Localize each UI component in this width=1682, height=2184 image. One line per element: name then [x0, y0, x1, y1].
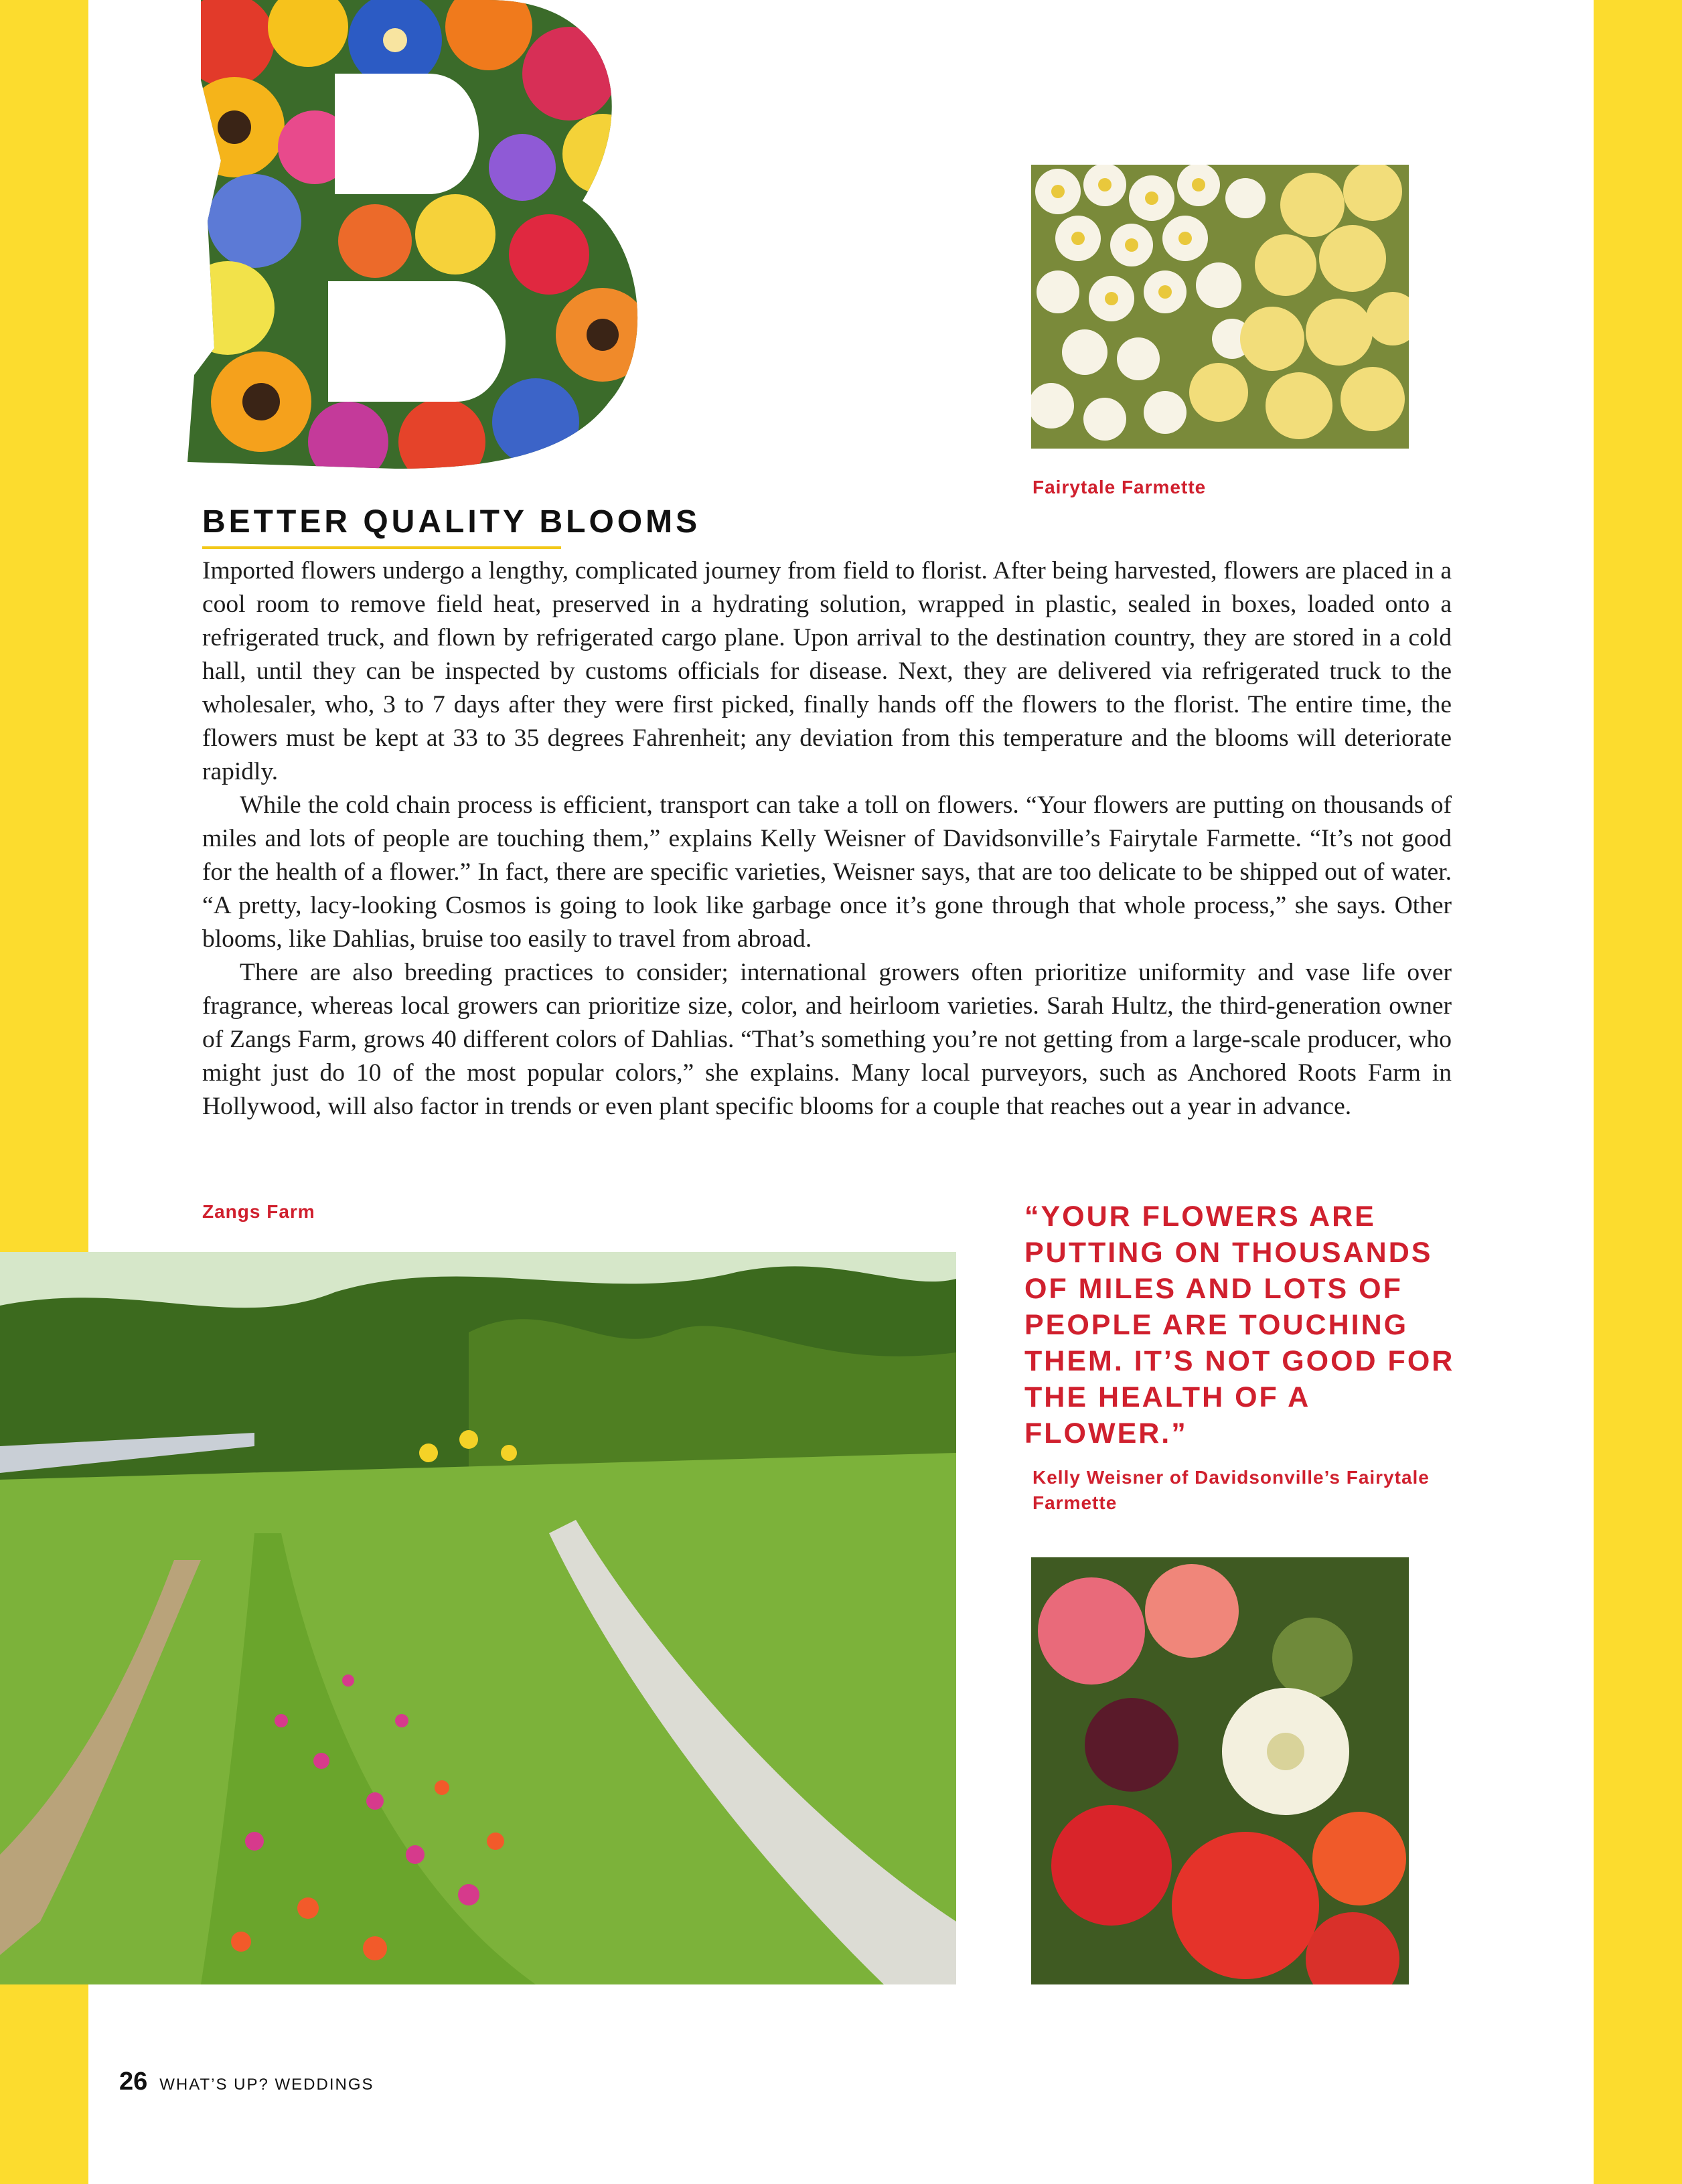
top-photo-caption: Fairytale Farmette [1033, 477, 1207, 497]
mums-photo [1031, 165, 1409, 449]
article-body [202, 554, 1452, 1123]
paragraph-1: Imported flowers undergo a lengthy, complicated journey from field to florist. After being harvested, flowers are placed in a cool room to remove field heat, preserved in a hydrating solution, wrapped in plastic, sealed in boxes, loaded onto a refrigerated truck, and flown by refrigerated cargo plane. Upon arrival to the destination country, they are stored in a cold hall, until they can be inspected by customs officials for disease. Next, they are delivered via refrigerated truck to the wholesaler, who, 3 to 7 days after they were first picked, finally hands off the flowers to the florist. The entire time, the flowers must be kept at 33 to 35 degrees Fahrenheit; any deviation from this temperature and the blooms will deteriorate rapidly. [202, 557, 1452, 785]
section-heading: BETTER QUALITY BLOOMS [202, 504, 701, 540]
pull-quote: “YOUR FLOWERS ARE PUTTING ON THOUSANDS OF MILES AND LOTS OF PEOPLE ARE TOUCHING THEM. IT’S NOT GOOD FOR THE HEALTH OF A FLOWER.” [1024, 1200, 1455, 1450]
paragraph-3: There are also breeding practices to consider; international growers often prioritize uniformity and vase life over fragrance, whereas local growers can prioritize size, color, and heirloom varieties. Sarah Hultz, the third-generation owner of Zangs Farm, grows 40 different colors of Dahlias. “That’s something you’re not getting from a large-scale producer, who might just do 10 of the most popular colors,” she explains. Many local purveyors, such as Anchored Roots Farm in Hollywood, will also factor in trends or even plant specific blooms for a couple that reaches out a year in advance. [202, 959, 1452, 1120]
paragraph-2: While the cold chain process is efficient, transport can take a toll on flowers. “Your flowers are putting on thousands of miles and lots of people are touching them,” explains Kelly Weisner of Davidsonville’s Fairytale Farmette. “It’s not good for the health of a flower.” In fact, there are specific varieties, Weisner says, that are too delicate to be shipped out of water. “A pretty, lacy-looking Cosmos is going to look like garbage once it’s gone through that whole process,” she says. Other blooms, like Dahlias, bruise too easily to travel from abroad. [202, 791, 1452, 953]
magazine-name: WHAT’S UP? WEDDINGS [159, 2076, 374, 2094]
dahlia-photo [1031, 1557, 1409, 1984]
floral-letter-b-image [174, 0, 656, 475]
field-photo-caption: Zangs Farm [202, 1201, 315, 1222]
pull-quote-attribution: Kelly Weisner of Davidsonville’s Fairytale Farmette [1033, 1467, 1430, 1513]
heading-underline [202, 546, 561, 549]
flower-field-photo [0, 1252, 956, 1984]
page-number: 26 [119, 2068, 148, 2096]
page-footer [119, 2068, 374, 2096]
